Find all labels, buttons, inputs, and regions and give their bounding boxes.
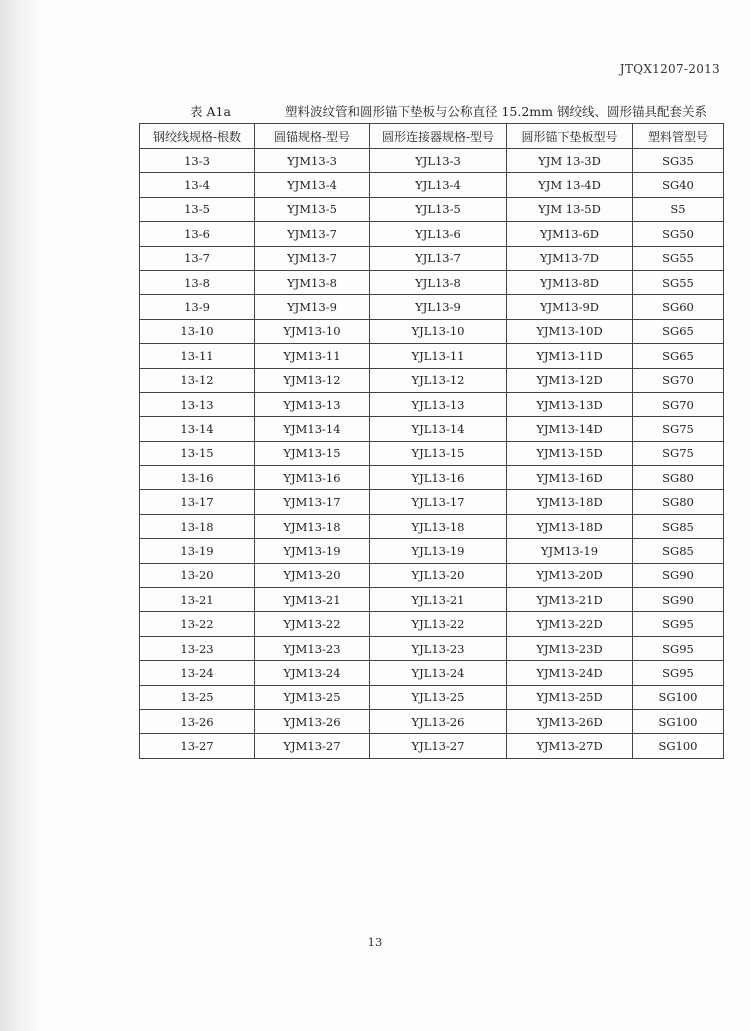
cell-bearing-plate-model: YJM13-18D — [507, 490, 633, 514]
cell-anchor-spec: YJM13-15 — [255, 441, 370, 465]
table-row — [140, 661, 724, 685]
table-row — [140, 197, 724, 221]
page-number: 13 — [367, 935, 383, 949]
cell-anchor-spec: YJM13-7 — [255, 246, 370, 270]
cell-connector-spec: YJL13-16 — [370, 466, 507, 490]
cell-duct-model: SG70 — [633, 368, 724, 392]
cell-duct-model: SG50 — [633, 222, 724, 246]
cell-strand-spec: 13-17 — [140, 490, 255, 514]
page-binding-edge — [0, 0, 40, 1031]
cell-connector-spec: YJL13-26 — [370, 709, 507, 733]
cell-anchor-spec: YJM13-26 — [255, 709, 370, 733]
cell-strand-spec: 13-20 — [140, 563, 255, 587]
cell-duct-model: SG35 — [633, 149, 724, 173]
cell-anchor-spec: YJM13-14 — [255, 417, 370, 441]
table-row — [140, 466, 724, 490]
table-body — [140, 149, 724, 759]
cell-duct-model: SG100 — [633, 709, 724, 733]
cell-anchor-spec: YJM13-22 — [255, 612, 370, 636]
cell-bearing-plate-model: YJM13-23D — [507, 636, 633, 660]
cell-strand-spec: 13-11 — [140, 344, 255, 368]
cell-strand-spec: 13-5 — [140, 197, 255, 221]
column-header-bearing-plate-model: 圆形锚下垫板型号 — [507, 124, 633, 149]
cell-connector-spec: YJL13-18 — [370, 514, 507, 538]
cell-connector-spec: YJL13-20 — [370, 563, 507, 587]
specification-table — [139, 123, 724, 759]
cell-connector-spec: YJL13-9 — [370, 295, 507, 319]
cell-anchor-spec: YJM13-9 — [255, 295, 370, 319]
cell-anchor-spec: YJM13-3 — [255, 149, 370, 173]
cell-anchor-spec: YJM13-21 — [255, 588, 370, 612]
cell-anchor-spec: YJM13-17 — [255, 490, 370, 514]
cell-anchor-spec: YJM13-19 — [255, 539, 370, 563]
cell-bearing-plate-model: YJM13-26D — [507, 709, 633, 733]
table-row — [140, 319, 724, 343]
cell-bearing-plate-model: YJM13-6D — [507, 222, 633, 246]
cell-anchor-spec: YJM13-12 — [255, 368, 370, 392]
cell-bearing-plate-model: YJM13-13D — [507, 392, 633, 416]
table-row — [140, 441, 724, 465]
cell-anchor-spec: YJM13-7 — [255, 222, 370, 246]
cell-bearing-plate-model: YJM13-12D — [507, 368, 633, 392]
cell-anchor-spec: YJM13-18 — [255, 514, 370, 538]
cell-strand-spec: 13-9 — [140, 295, 255, 319]
cell-anchor-spec: YJM13-10 — [255, 319, 370, 343]
cell-connector-spec: YJL13-3 — [370, 149, 507, 173]
cell-connector-spec: YJL13-21 — [370, 588, 507, 612]
cell-strand-spec: 13-18 — [140, 514, 255, 538]
cell-strand-spec: 13-13 — [140, 392, 255, 416]
cell-connector-spec: YJL13-13 — [370, 392, 507, 416]
cell-bearing-plate-model: YJM 13-5D — [507, 197, 633, 221]
table-row — [140, 270, 724, 294]
table-row — [140, 246, 724, 270]
cell-connector-spec: YJL13-25 — [370, 685, 507, 709]
cell-anchor-spec: YJM13-11 — [255, 344, 370, 368]
cell-bearing-plate-model: YJM13-7D — [507, 246, 633, 270]
document-code: JTQX1207-2013 — [619, 62, 720, 76]
cell-duct-model: SG90 — [633, 563, 724, 587]
column-header-anchor-spec: 圆锚规格-型号 — [255, 124, 370, 149]
cell-bearing-plate-model: YJM13-24D — [507, 661, 633, 685]
cell-strand-spec: 13-19 — [140, 539, 255, 563]
table-row — [140, 514, 724, 538]
table-row — [140, 685, 724, 709]
column-header-connector-spec: 圆形连接器规格-型号 — [370, 124, 507, 149]
cell-anchor-spec: YJM13-16 — [255, 466, 370, 490]
cell-connector-spec: YJL13-5 — [370, 197, 507, 221]
table-row — [140, 734, 724, 758]
cell-strand-spec: 13-22 — [140, 612, 255, 636]
cell-strand-spec: 13-10 — [140, 319, 255, 343]
cell-strand-spec: 13-14 — [140, 417, 255, 441]
cell-bearing-plate-model: YJM13-9D — [507, 295, 633, 319]
cell-bearing-plate-model: YJM13-25D — [507, 685, 633, 709]
cell-duct-model: SG95 — [633, 612, 724, 636]
cell-anchor-spec: YJM13-24 — [255, 661, 370, 685]
cell-anchor-spec: YJM13-13 — [255, 392, 370, 416]
cell-strand-spec: 13-15 — [140, 441, 255, 465]
cell-duct-model: SG95 — [633, 661, 724, 685]
cell-anchor-spec: YJM13-25 — [255, 685, 370, 709]
table-label: 表 A1a — [190, 104, 231, 119]
cell-duct-model: SG80 — [633, 466, 724, 490]
cell-bearing-plate-model: YJM13-20D — [507, 563, 633, 587]
table-row — [140, 612, 724, 636]
cell-connector-spec: YJL13-10 — [370, 319, 507, 343]
cell-bearing-plate-model: YJM13-19 — [507, 539, 633, 563]
cell-duct-model: SG70 — [633, 392, 724, 416]
cell-bearing-plate-model: YJM13-15D — [507, 441, 633, 465]
table-row — [140, 344, 724, 368]
cell-bearing-plate-model: YJM13-16D — [507, 466, 633, 490]
cell-strand-spec: 13-3 — [140, 149, 255, 173]
cell-bearing-plate-model: YJM13-21D — [507, 588, 633, 612]
cell-strand-spec: 13-4 — [140, 173, 255, 197]
cell-duct-model: SG85 — [633, 514, 724, 538]
table-row — [140, 392, 724, 416]
table-header-row — [140, 124, 724, 149]
table-row — [140, 295, 724, 319]
cell-bearing-plate-model: YJM 13-4D — [507, 173, 633, 197]
cell-anchor-spec: YJM13-4 — [255, 173, 370, 197]
table-row — [140, 417, 724, 441]
cell-connector-spec: YJL13-14 — [370, 417, 507, 441]
cell-duct-model: SG100 — [633, 685, 724, 709]
table-row — [140, 222, 724, 246]
cell-strand-spec: 13-25 — [140, 685, 255, 709]
cell-duct-model: SG100 — [633, 734, 724, 758]
cell-connector-spec: YJL13-22 — [370, 612, 507, 636]
table-row — [140, 490, 724, 514]
cell-duct-model: SG55 — [633, 270, 724, 294]
cell-strand-spec: 13-12 — [140, 368, 255, 392]
cell-connector-spec: YJL13-8 — [370, 270, 507, 294]
cell-duct-model: SG40 — [633, 173, 724, 197]
cell-connector-spec: YJL13-7 — [370, 246, 507, 270]
cell-duct-model: SG75 — [633, 417, 724, 441]
cell-duct-model: S5 — [633, 197, 724, 221]
cell-duct-model: SG60 — [633, 295, 724, 319]
table-row — [140, 539, 724, 563]
cell-duct-model: SG95 — [633, 636, 724, 660]
cell-duct-model: SG55 — [633, 246, 724, 270]
cell-bearing-plate-model: YJM13-18D — [507, 514, 633, 538]
cell-bearing-plate-model: YJM13-14D — [507, 417, 633, 441]
cell-anchor-spec: YJM13-27 — [255, 734, 370, 758]
table-row — [140, 173, 724, 197]
cell-anchor-spec: YJM13-23 — [255, 636, 370, 660]
cell-connector-spec: YJL13-11 — [370, 344, 507, 368]
table-row — [140, 636, 724, 660]
table-row — [140, 709, 724, 733]
cell-strand-spec: 13-24 — [140, 661, 255, 685]
cell-connector-spec: YJL13-17 — [370, 490, 507, 514]
cell-anchor-spec: YJM13-5 — [255, 197, 370, 221]
cell-connector-spec: YJL13-15 — [370, 441, 507, 465]
table-title: 塑料波纹管和圆形锚下垫板与公称直径 15.2mm 钢绞线、圆形锚具配套关系 — [285, 104, 707, 119]
cell-connector-spec: YJL13-12 — [370, 368, 507, 392]
cell-duct-model: SG65 — [633, 319, 724, 343]
cell-anchor-spec: YJM13-20 — [255, 563, 370, 587]
cell-bearing-plate-model: YJM13-22D — [507, 612, 633, 636]
table-row — [140, 588, 724, 612]
cell-connector-spec: YJL13-6 — [370, 222, 507, 246]
cell-strand-spec: 13-26 — [140, 709, 255, 733]
table-row — [140, 368, 724, 392]
column-header-duct-model: 塑料管型号 — [633, 124, 724, 149]
cell-bearing-plate-model: YJM13-8D — [507, 270, 633, 294]
cell-anchor-spec: YJM13-8 — [255, 270, 370, 294]
cell-duct-model: SG85 — [633, 539, 724, 563]
cell-strand-spec: 13-6 — [140, 222, 255, 246]
cell-bearing-plate-model: YJM13-10D — [507, 319, 633, 343]
cell-strand-spec: 13-8 — [140, 270, 255, 294]
cell-duct-model: SG75 — [633, 441, 724, 465]
cell-bearing-plate-model: YJM13-27D — [507, 734, 633, 758]
cell-connector-spec: YJL13-19 — [370, 539, 507, 563]
cell-connector-spec: YJL13-27 — [370, 734, 507, 758]
table-row — [140, 149, 724, 173]
column-header-strand-spec: 钢绞线规格-根数 — [140, 124, 255, 149]
cell-duct-model: SG90 — [633, 588, 724, 612]
cell-connector-spec: YJL13-24 — [370, 661, 507, 685]
cell-connector-spec: YJL13-4 — [370, 173, 507, 197]
cell-strand-spec: 13-21 — [140, 588, 255, 612]
cell-duct-model: SG65 — [633, 344, 724, 368]
cell-strand-spec: 13-27 — [140, 734, 255, 758]
cell-bearing-plate-model: YJM13-11D — [507, 344, 633, 368]
cell-strand-spec: 13-16 — [140, 466, 255, 490]
cell-bearing-plate-model: YJM 13-3D — [507, 149, 633, 173]
cell-strand-spec: 13-23 — [140, 636, 255, 660]
table-row — [140, 563, 724, 587]
cell-connector-spec: YJL13-23 — [370, 636, 507, 660]
cell-strand-spec: 13-7 — [140, 246, 255, 270]
cell-duct-model: SG80 — [633, 490, 724, 514]
